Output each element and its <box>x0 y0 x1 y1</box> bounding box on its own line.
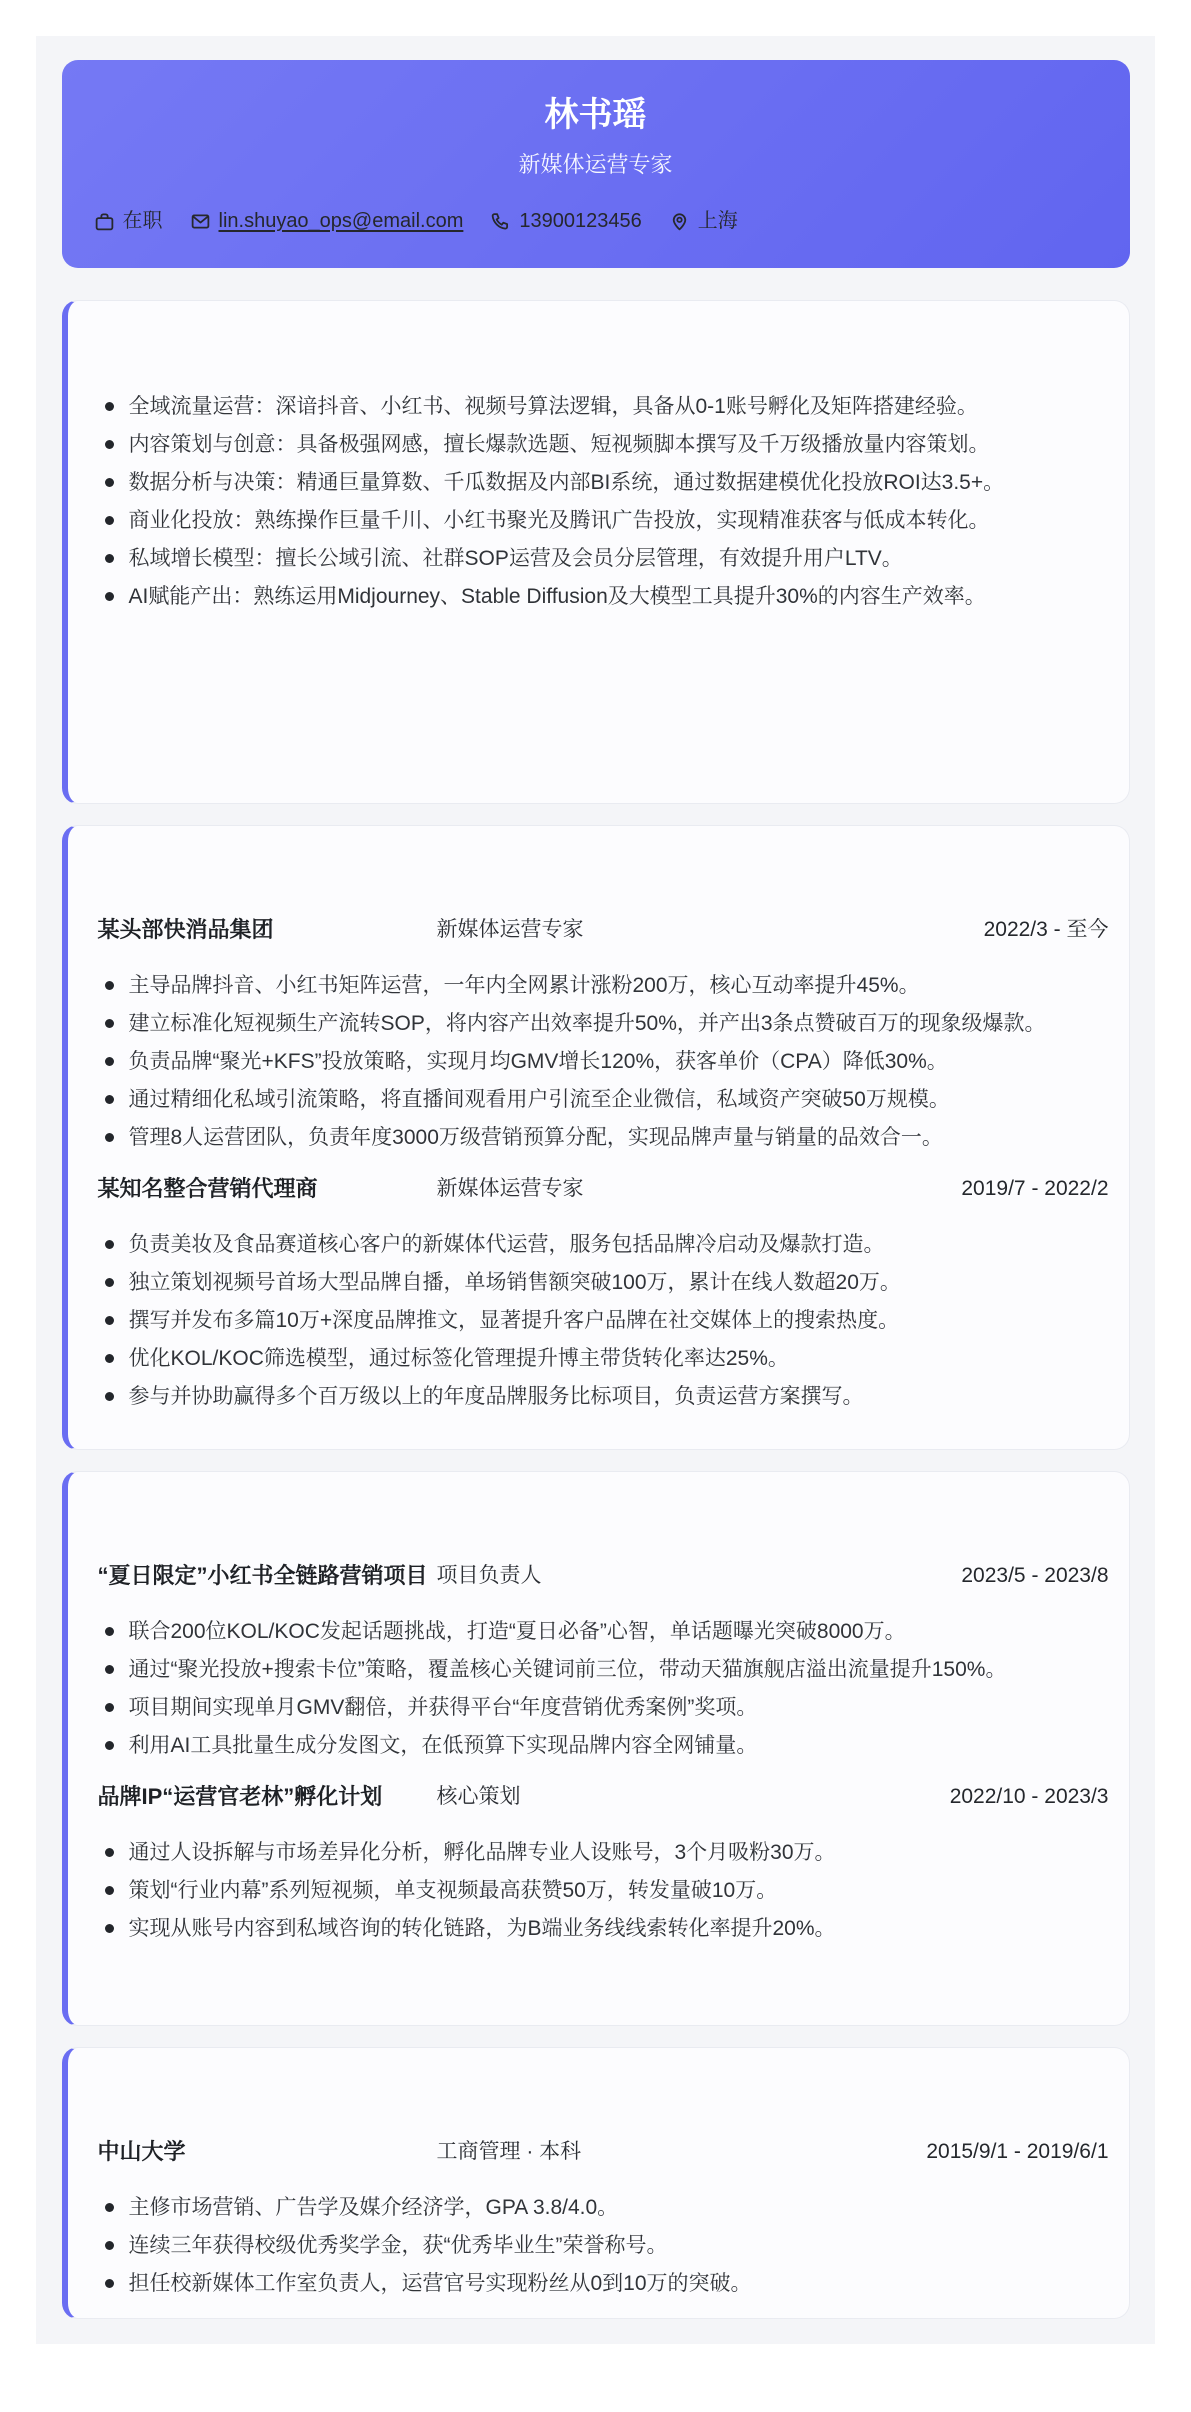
skill-text: AI赋能产出：熟练运用Midjourney、Stable Diffusion及大模型工具提升30%的内容生产效率。 <box>128 585 986 608</box>
education-bullets <box>98 2190 1109 2301</box>
skill-item <box>98 465 1109 500</box>
candidate-name: 林书瑶 <box>544 96 647 134</box>
email-link[interactable]: lin.shuyao_ops@email.com <box>218 210 464 232</box>
skill-item <box>98 541 1109 576</box>
skill-text: 私域增长模型：擅长公域引流、社群SOP运营及会员分层管理，有效提升用户LTV。 <box>128 547 903 570</box>
phone-number: 13900123456 <box>519 210 642 232</box>
mail-icon <box>190 211 211 232</box>
bullet-text: 利用AI工具批量生成分发图文，在低预算下实现品牌内容全网铺量。 <box>128 1734 758 1757</box>
experience-entry-header <box>98 914 1109 946</box>
bullet-text: 撰写并发布多篇10万+深度品牌推文，显著提升客户品牌在社交媒体上的搜索热度。 <box>128 1309 900 1332</box>
phone-icon <box>490 211 511 232</box>
company-name: 某头部快消品集团 <box>97 917 274 942</box>
experience-bullet <box>98 1044 1109 1079</box>
project-name: “夏日限定”小红书全链路营销项目 <box>97 1563 428 1588</box>
bullet-text: 通过人设拆解与市场差异化分析，孵化品牌专业人设账号，3个月吸粉30万。 <box>128 1841 836 1864</box>
skill-text: 数据分析与决策：精通巨量算数、千瓜数据及内部BI系统，通过数据建模优化投放ROI达3.5+。 <box>128 471 1005 494</box>
location-item <box>669 207 738 235</box>
education-section <box>62 2047 1130 2319</box>
education-bullet <box>98 2190 1109 2225</box>
experience-entry <box>98 914 1109 1155</box>
bullet-text: 管理8人运营团队，负责年度3000万级营销预算分配，实现品牌声量与销量的品效合一。 <box>128 1126 943 1149</box>
project-entry-header <box>98 1781 1109 1813</box>
project-period: 2023/5 - 2023/8 <box>961 1564 1109 1587</box>
job-period: 2019/7 - 2022/2 <box>961 1177 1109 1200</box>
email-item <box>190 207 464 235</box>
education-bullet <box>98 2228 1109 2263</box>
experience-bullet <box>98 1227 1109 1262</box>
projects-section <box>62 1471 1130 2026</box>
experience-bullet <box>98 1341 1109 1376</box>
skill-text: 商业化投放：熟练操作巨量千川、小红书聚光及腾讯广告投放，实现精准获客与低成本转化。 <box>128 509 990 532</box>
skill-item <box>98 389 1109 424</box>
school-name: 中山大学 <box>97 2139 186 2164</box>
project-role: 项目负责人 <box>436 1564 542 1587</box>
bullet-text: 独立策划视频号首场大型品牌自播，单场销售额突破100万，累计在线人数超20万。 <box>128 1271 901 1294</box>
experience-bullet <box>98 968 1109 1003</box>
experience-entry <box>98 1173 1109 1414</box>
skills-list <box>98 389 1109 614</box>
bullet-text: 通过“聚光投放+搜索卡位”策略，覆盖核心关键词前三位，带动天猫旗舰店溢出流量提升150%。 <box>128 1658 1007 1681</box>
header-card <box>62 60 1130 268</box>
experience-bullet <box>98 1120 1109 1155</box>
project-bullet <box>98 1728 1109 1763</box>
bullet-text: 优化KOL/KOC筛选模型，通过标签化管理提升博主带货转化率达25%。 <box>128 1347 789 1370</box>
job-role: 新媒体运营专家 <box>436 1177 584 1200</box>
project-entry <box>98 1560 1109 1763</box>
education-entry-header <box>98 2136 1109 2168</box>
experience-bullet <box>98 1303 1109 1338</box>
skill-text: 内容策划与创意：具备极强网感，擅长爆款选题、短视频脚本撰写及千万级播放量内容策划。 <box>128 433 990 456</box>
project-bullets <box>98 1835 1109 1946</box>
project-bullet <box>98 1690 1109 1725</box>
bullet-text: 担任校新媒体工作室负责人，运营官号实现粉丝从0到10万的突破。 <box>128 2272 752 2295</box>
project-period: 2022/10 - 2023/3 <box>949 1785 1109 1808</box>
employment-status <box>94 207 163 235</box>
bullet-text: 通过精细化私域引流策略，将直播间观看用户引流至企业微信，私域资产突破50万规模。 <box>128 1088 950 1111</box>
education-entry <box>98 2136 1109 2301</box>
bullet-text: 实现从账号内容到私域咨询的转化链路，为B端业务线线索转化率提升20%。 <box>128 1917 836 1940</box>
employment-status-label: 在职 <box>122 210 163 232</box>
bullet-text: 建立标准化短视频生产流转SOP，将内容产出效率提升50%，并产出3条点赞破百万的现象级爆款。 <box>128 1012 1046 1035</box>
bullet-text: 项目期间实现单月GMV翻倍，并获得平台“年度营销优秀案例”奖项。 <box>128 1696 758 1719</box>
project-bullet <box>98 1614 1109 1649</box>
experience-bullets <box>98 968 1109 1155</box>
project-role: 核心策划 <box>436 1785 521 1808</box>
project-bullet <box>98 1835 1109 1870</box>
project-bullet <box>98 1873 1109 1908</box>
experience-section <box>62 825 1130 1450</box>
bullet-text: 负责美妆及食品赛道核心客户的新媒体代运营，服务包括品牌冷启动及爆款打造。 <box>128 1233 885 1256</box>
bullet-text: 连续三年获得校级优秀奖学金，获“优秀毕业生”荣誉称号。 <box>128 2234 668 2257</box>
briefcase-icon <box>94 211 115 232</box>
project-bullet <box>98 1652 1109 1687</box>
location-label: 上海 <box>697 210 738 232</box>
location-icon <box>669 211 690 232</box>
resume-page <box>36 36 1155 2344</box>
experience-bullet <box>98 1265 1109 1300</box>
candidate-title: 新媒体运营专家 <box>518 152 673 177</box>
experience-entry-header <box>98 1173 1109 1205</box>
project-bullets <box>98 1614 1109 1763</box>
skill-item <box>98 579 1109 614</box>
experience-bullets <box>98 1227 1109 1414</box>
bullet-text: 参与并协助赢得多个百万级以上的年度品牌服务比标项目，负责运营方案撰写。 <box>128 1385 864 1408</box>
skill-text: 全域流量运营：深谙抖音、小红书、视频号算法逻辑，具备从0-1账号孵化及矩阵搭建经验。 <box>128 395 978 418</box>
degree-label: 工商管理 · 本科 <box>436 2140 582 2163</box>
bullet-text: 主导品牌抖音、小红书矩阵运营，一年内全网累计涨粉200万，核心互动率提升45%。 <box>128 974 920 997</box>
project-bullet <box>98 1911 1109 1946</box>
bullet-text: 主修市场营销、广告学及媒介经济学，GPA 3.8/4.0。 <box>128 2196 619 2219</box>
project-entry-header <box>98 1560 1109 1592</box>
skill-item <box>98 427 1109 462</box>
company-name: 某知名整合营销代理商 <box>97 1176 318 1201</box>
education-period: 2015/9/1 - 2019/6/1 <box>926 2140 1109 2163</box>
experience-bullet <box>98 1006 1109 1041</box>
phone-item <box>490 207 641 235</box>
job-role: 新媒体运营专家 <box>436 918 584 941</box>
bullet-text: 联合200位KOL/KOC发起话题挑战，打造“夏日必备”心智，单话题曝光突破8000万。 <box>128 1620 906 1643</box>
experience-bullet <box>98 1082 1109 1117</box>
bullet-text: 负责品牌“聚光+KFS”投放策略，实现月均GMV增长120%，获客单价（CPA）降低30%。 <box>128 1050 948 1073</box>
skill-item <box>98 503 1109 538</box>
job-period: 2022/3 - 至今 <box>983 918 1109 941</box>
project-name: 品牌IP“运营官老林”孵化计划 <box>97 1784 383 1809</box>
experience-bullet <box>98 1379 1109 1414</box>
contact-row <box>94 207 1098 235</box>
skills-section <box>62 300 1130 804</box>
education-bullet <box>98 2266 1109 2301</box>
bullet-text: 策划“行业内幕”系列短视频，单支视频最高获赞50万，转发量破10万。 <box>128 1879 778 1902</box>
project-entry <box>98 1781 1109 1946</box>
